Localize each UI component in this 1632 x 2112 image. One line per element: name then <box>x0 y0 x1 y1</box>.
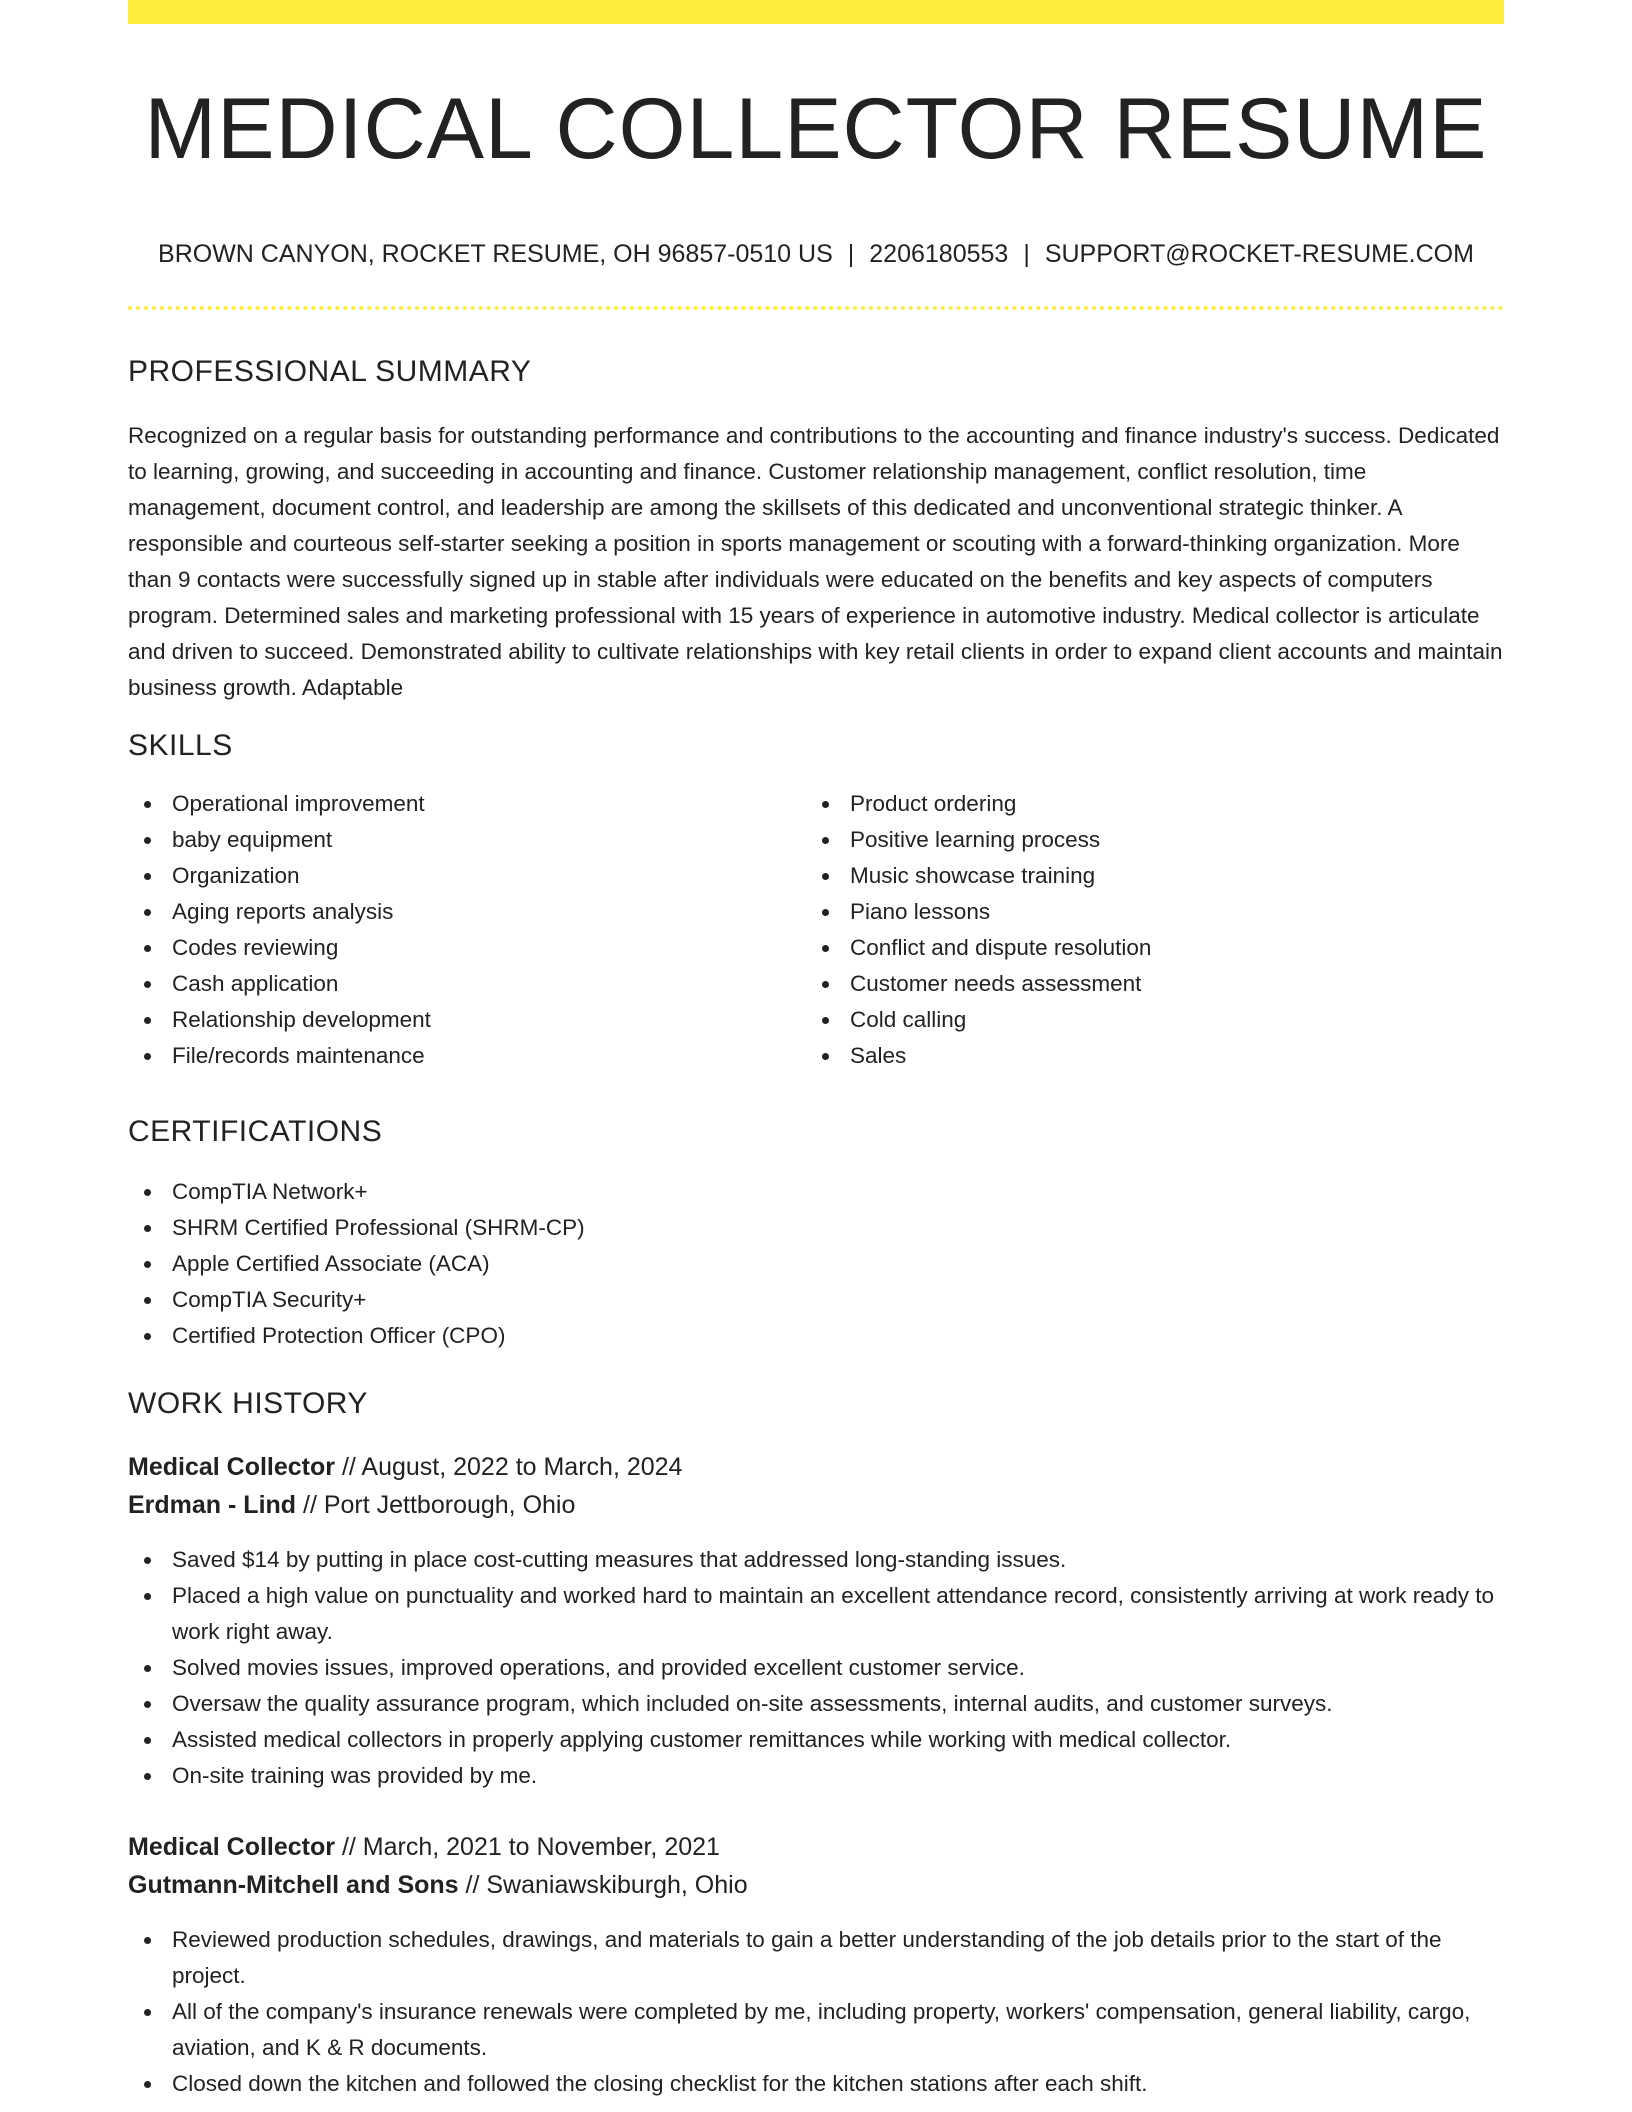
skill-item: Relationship development <box>128 1002 788 1038</box>
job-dates: // March, 2021 to November, 2021 <box>335 1833 720 1861</box>
summary-text: Recognized on a regular basis for outstanding performance and contributions to the accounting and finance industry's success. Dedicated to learning, growing, and succeeding in accounting and finance. Customer relationship management, conflict resolution, time management, document control, and leadership are among the skillsets of this dedicated and unconventional strategic thinker. A responsible and courteous self-starter seeking a position in sports management or scouting with a forward-thinking organization. More than 9 contacts were successfully signed up in stable after individuals were educated on the benefits and key aspects of computers program. Determined sales and marketing professional with 15 years of experience in automotive industry. Medical collector is articulate and driven to succeed. Demonstrated ability to cultivate relationships with key retail clients in order to expand client accounts and maintain business growth. Adaptable <box>128 423 1503 700</box>
job-dates: // August, 2022 to March, 2024 <box>335 1453 683 1481</box>
job-company: Gutmann-Mitchell and Sons <box>128 1871 459 1899</box>
certification-item: SHRM Certified Professional (SHRM-CP) <box>128 1210 1428 1246</box>
duty-item: Oversaw the quality assurance program, which included on-site assessments, internal audits, and customer surveys. <box>128 1686 1518 1722</box>
skill-item: Cash application <box>128 966 788 1002</box>
duty-item: Closed down the kitchen and followed the closing checklist for the kitchen stations after each shift. <box>128 2066 1518 2102</box>
summary-heading: PROFESSIONAL SUMMARY <box>128 355 532 388</box>
work-history-heading: WORK HISTORY <box>128 1387 368 1420</box>
job-role: Medical Collector <box>128 1453 335 1481</box>
certification-item: CompTIA Network+ <box>128 1174 1428 1210</box>
skill-item: Piano lessons <box>806 894 1466 930</box>
certifications-heading: CERTIFICATIONS <box>128 1115 383 1148</box>
certification-item: CompTIA Security+ <box>128 1282 1428 1318</box>
skill-item: Conflict and dispute resolution <box>806 930 1466 966</box>
skill-item: Customer needs assessment <box>806 966 1466 1002</box>
certification-item: Apple Certified Associate (ACA) <box>128 1246 1428 1282</box>
skills-list-right <box>806 786 1466 1074</box>
job-location: // Swaniawskiburgh, Ohio <box>458 1871 748 1899</box>
skill-item: Sales <box>806 1038 1466 1074</box>
skill-item: Positive learning process <box>806 822 1466 858</box>
job-location: // Port Jettborough, Ohio <box>296 1491 576 1519</box>
skill-item: Codes reviewing <box>128 930 788 966</box>
duty-item: Solved movies issues, improved operations, and provided excellent customer service. <box>128 1650 1518 1686</box>
job-duties-list <box>128 1922 1518 2102</box>
contact-separator: | <box>1023 240 1030 268</box>
skill-item: Music showcase training <box>806 858 1466 894</box>
address: BROWN CANYON, ROCKET RESUME, OH 96857-0510 US <box>158 240 833 268</box>
job-duties-list <box>128 1542 1518 1794</box>
job-title-line <box>128 1448 682 1486</box>
skill-item: Cold calling <box>806 1002 1466 1038</box>
skills-heading: SKILLS <box>128 729 233 762</box>
duty-item: Saved $14 by putting in place cost-cutting measures that addressed long-standing issues. <box>128 1542 1518 1578</box>
skill-item: Product ordering <box>806 786 1466 822</box>
duty-item: Assisted medical collectors in properly applying customer remittances while working with medical collector. <box>128 1722 1518 1758</box>
email: SUPPORT@ROCKET-RESUME.COM <box>1044 240 1474 268</box>
certification-item: Certified Protection Officer (CPO) <box>128 1318 1428 1354</box>
job-company-line <box>128 1486 575 1524</box>
skill-item: Aging reports analysis <box>128 894 788 930</box>
top-accent-bar <box>128 0 1504 24</box>
job-title-line <box>128 1828 720 1866</box>
duty-item: All of the company's insurance renewals were completed by me, including property, workers' compensation, general liability, cargo, aviation, and K & R documents. <box>128 1994 1518 2066</box>
job-company-line <box>128 1866 748 1904</box>
certifications-list <box>128 1174 1428 1354</box>
phone: 2206180553 <box>869 240 1009 268</box>
contact-info <box>128 236 1504 272</box>
skill-item: Operational improvement <box>128 786 788 822</box>
duty-item: Reviewed production schedules, drawings, and materials to gain a better understanding of the job details prior to the start of the project. <box>128 1922 1518 1994</box>
skill-item: baby equipment <box>128 822 788 858</box>
skill-item: File/records maintenance <box>128 1038 788 1074</box>
skills-list-left <box>128 786 788 1074</box>
contact-separator: | <box>847 240 855 268</box>
duty-item: On-site training was provided by me. <box>128 1758 1518 1794</box>
job-company: Erdman - Lind <box>128 1491 297 1519</box>
duty-item: Placed a high value on punctuality and worked hard to maintain an excellent attendance record, consistently arriving at work ready to work right away. <box>128 1578 1518 1650</box>
header-divider <box>128 306 1504 310</box>
job-role: Medical Collector <box>128 1833 335 1861</box>
resume-title: MEDICAL COLLECTOR RESUME <box>144 81 1488 177</box>
skill-item: Organization <box>128 858 788 894</box>
